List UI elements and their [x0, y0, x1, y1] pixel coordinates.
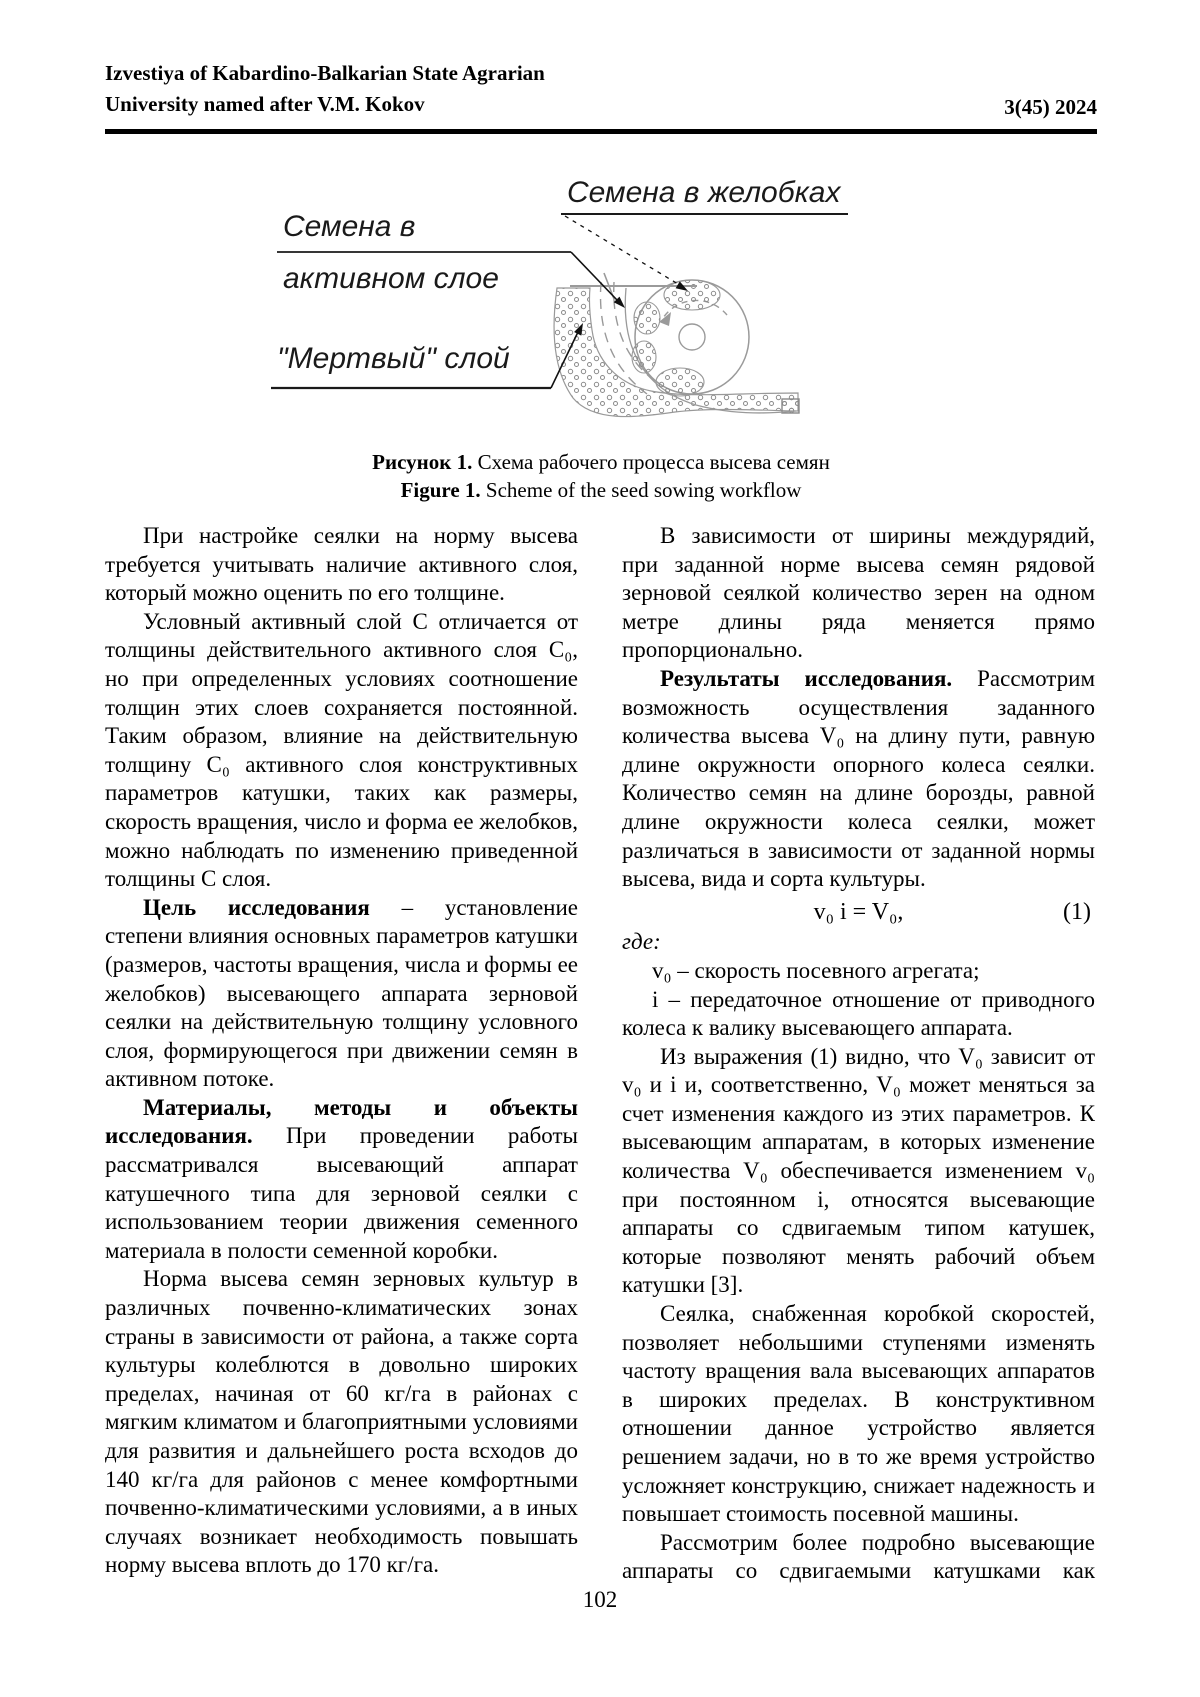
label-grooves-leader	[565, 216, 683, 287]
equation-1	[622, 894, 1095, 929]
paragraph: В зависимости от ширины междурядий, при заданной норме высева семян рядовой зерновой сеялкой количество зерен на одном метре длины ряда меняется прямо пропорционально.	[622, 523, 1095, 663]
paragraph-goal-text: – установление степени влияния основных параметров катушки (размеров, частоты вращения, числа и формы ее желобков) высевающего аппарата зерновой сеялки на действительную толщину условного слоя, формирующегося при движении семян в активном потоке.	[105, 894, 578, 1092]
paragraph: Из выражения (1) видно, что V₀ зависит от v₀ и i и, соответственно, V₀ может меняться за счет изменения каждого из этих параметров. К высевающим аппаратам, в которых изменение количества V₀ обеспечивается изменением v₀ при постоянном i, относятся высевающие аппараты со сдвигаемым типом катушек, которые позволяют менять рабочий объем катушки [3].	[622, 1043, 1095, 1298]
journal-title	[105, 58, 545, 120]
figure-caption-en-lead: Figure 1.	[400, 478, 481, 502]
paragraph-goal	[105, 894, 578, 1094]
definition-i: i – передаточное отношение от приводного колеса к валику высевающего аппарата.	[622, 986, 1095, 1041]
groove-pocket-left-upper	[634, 302, 660, 334]
paragraph-results-text: Рассмотрим возможность осуществления заданного количества высева V₀ на длину пути, равную длине окружности опорного колеса сеялки. Количество семян на длине борозды, равной длине окружности колеса сеялки, может различаться в зависимости от заданной нормы высева, вида и сорта культуры.	[622, 665, 1095, 892]
definition-v0: v₀ – скорость посевного агрегата;	[652, 957, 980, 983]
figure-1	[255, 160, 955, 432]
figure-caption	[105, 448, 1097, 504]
figure-caption-ru-lead: Рисунок 1.	[372, 450, 473, 474]
paragraph-results	[622, 665, 1095, 894]
figure-caption-ru-text: Схема рабочего процесса высева семян	[472, 450, 830, 474]
paragraph: Норма высева семян зерновых культур в различных почвенно-климатических зонах страны в зависимости от района, а также сорта культуры колеблются в довольно широких пределах, начиная от 60 кг/га в районах с мягким климатом и благоприятными условиями для развития и дальнейшего роста всходов до 140 кг/га для районов с менее комфортными почвенно-климатическими условиями, а в иных случаях возникает необходимость повышать норму высева вплоть до 170 кг/га.	[105, 1266, 578, 1578]
paragraph-materials	[105, 1094, 578, 1266]
journal-issue: 3(45) 2024	[1004, 95, 1097, 119]
equation-1-body: v₀ i = V₀,	[813, 898, 904, 925]
paragraph: Сеялка, снабженная коробкой скоростей, позволяет небольшими ступенями изменять частоту вращения вала высевающих аппаратов в широких пределах. В конструктивном отношении данное устройство является решением задачи, но в то же время устройство усложняет конструкцию, снижает надежность и повышает стоимость посевной машины.	[622, 1301, 1095, 1527]
paragraph-results-lead: Результаты исследования.	[660, 665, 953, 691]
label-seeds-in-grooves: Семена в желобках	[567, 176, 841, 209]
paragraph: При настройке сеялки на норму высева требуется учитывать наличие активного слоя, который можно оценить по его толщине.	[105, 523, 578, 606]
body-columns	[105, 522, 1097, 1586]
paragraph-goal-lead: Цель исследования	[143, 894, 370, 920]
page-header	[105, 58, 1097, 120]
paragraph-materials-text: При проведении работы рассматривался высевающий аппарат катушечного типа для зерновой сеялки с использованием теории движения семенного материала в полости семенной коробки.	[105, 1123, 578, 1263]
paragraph-materials-lead: Материалы, методы и объекты исследования.	[105, 1094, 578, 1149]
label-dead-layer: "Мертвый" слой	[277, 342, 510, 375]
figure-caption-ru	[105, 448, 1097, 476]
figure-caption-en-text: Scheme of the seed sowing workflow	[480, 478, 802, 502]
paragraph: Рассмотрим более подробно высевающие аппараты со сдвигаемыми катушками как	[622, 1529, 1095, 1584]
seed-sowing-diagram	[255, 160, 955, 432]
page-number: 102	[582, 1587, 618, 1612]
equation-1-number: (1)	[1063, 898, 1091, 925]
label-active-layer-line2: активном слое	[283, 262, 499, 295]
right-column	[622, 522, 1095, 1586]
journal-title-line1: Izvestiya of Kabardino-Balkarian State Agrarian	[105, 61, 545, 85]
groove-pocket-left-lower	[632, 341, 656, 373]
figure-caption-en	[105, 476, 1097, 504]
left-column	[105, 522, 578, 1586]
paragraph: Условный активный слой C отличается от толщины действительного активного слоя C₀, но при определенных условиях соотношение толщин этих слоев сохраняется постоянной. Таким образом, влияние на действительную толщину C₀ активного слоя конструктивных параметров катушки, таких как размеры, скорость вращения, число и форма ее желобков, можно наблюдать по изменению приведенной толщины C слоя.	[105, 608, 578, 892]
where-label: где:	[622, 929, 661, 955]
journal-title-line2: University named after V.M. Kokov	[105, 92, 425, 116]
header-rule	[105, 129, 1097, 134]
label-active-layer-line1: Семена в	[283, 210, 416, 243]
groove-pocket-top	[664, 280, 720, 310]
groove-pocket-bottom	[656, 368, 704, 396]
